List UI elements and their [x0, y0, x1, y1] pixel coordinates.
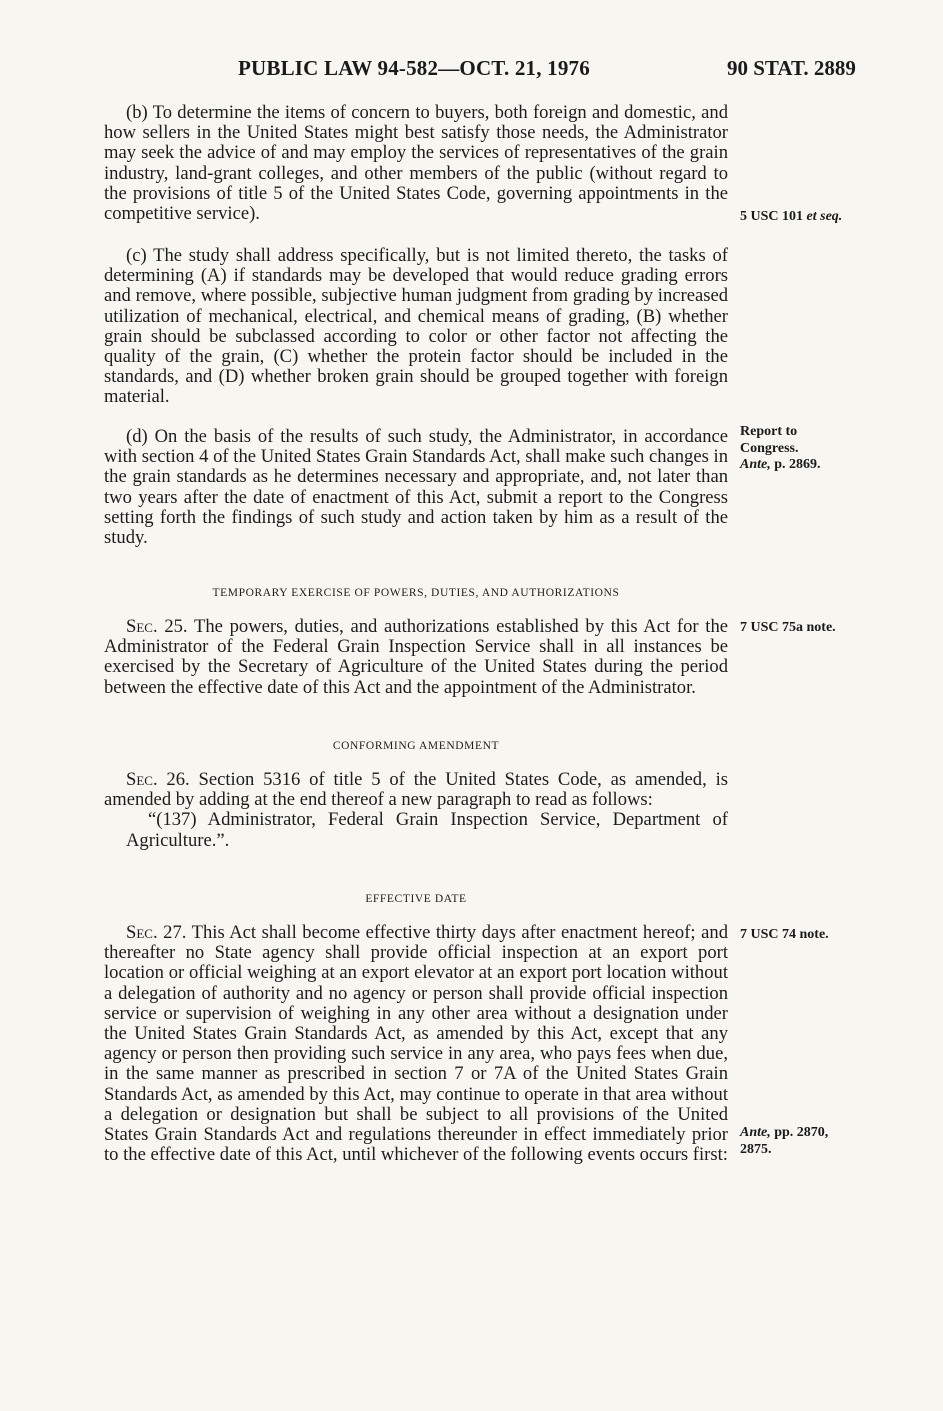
section-25-block — [104, 617, 728, 698]
margin-note-7-usc-75a-main: 7 USC 75a — [740, 620, 804, 635]
page-header-stat: 90 STAT. 2889 — [727, 56, 856, 80]
section-25-label: Sec. 25. — [126, 616, 188, 637]
section-25-paragraph — [104, 617, 728, 698]
section-26-label: Sec. 26. — [126, 769, 190, 790]
margin-note-ante-2870-rest: pp. 2870, — [774, 1125, 829, 1140]
margin-note-5-usc-101 — [740, 209, 870, 226]
margin-note-ante-2869-prefix: Ante, — [740, 457, 771, 472]
section-25-text: The powers, duties, and authorizations established by this Act for the Administrator of the Federal Grain Inspection Service shall in all instances be exercised by the Secretary of Agriculture of the United States during the period between the effective date of this Act and the appointment of the Administrator. — [104, 616, 729, 698]
margin-note-5-usc-101-suffix: et seq. — [806, 209, 843, 224]
section-27-heading: EFFECTIVE DATE — [365, 893, 467, 905]
section-27-label: Sec. 27. — [126, 922, 187, 943]
paragraph-b-block — [104, 103, 728, 224]
section-25-heading: TEMPORARY EXERCISE OF POWERS, DUTIES, AND AUTHORIZATIONS — [212, 587, 620, 599]
section-26-quote: “(137) Administrator, Federal Grain Inspection Service, Department of Agriculture.”. — [126, 809, 728, 851]
section-27-block — [104, 923, 728, 1165]
paragraph-c-block — [104, 246, 728, 408]
margin-note-7-usc-75a — [740, 620, 870, 637]
margin-note-ante-2870-line-2: 2875. — [740, 1141, 772, 1157]
paragraph-c: (c) The study shall address specifically, but is not limited thereto, the tasks of determining (A) if standards may be developed that would reduce grading errors and remove, where possible, subjective human judgment from grading by increased utilization of mechanical, electrical, and chemical means of grading, (B) whether grain should be subclassed according to color or other factor not affecting the quality of the grain, (C) whether the protein factor should be included in the standards, and (D) whether broken grain should be grouped together with foreign material. — [104, 245, 728, 408]
paragraph-b: (b) To determine the items of concern to buyers, both foreign and domestic, and how sellers in the United States might best satisfy those needs, the Administrator may seek the advice of and may employ the services of representatives of the grain industry, land-grant colleges, and other members of the public (without regard to the provisions of title 5 of the United States Code, governing appointments in the competitive service). — [104, 102, 728, 225]
margin-note-ante-2869 — [740, 457, 870, 474]
section-26-heading: CONFORMING AMENDMENT — [332, 740, 500, 752]
margin-note-ante-2870-line-1 — [740, 1125, 870, 1142]
margin-note-report-line-1: Report to — [740, 424, 798, 439]
margin-note-ante-2870-prefix: Ante, — [740, 1125, 771, 1140]
margin-note-ante-2870 — [740, 1125, 870, 1158]
margin-note-5-usc-101-main: 5 USC 101 — [740, 209, 804, 224]
margin-note-7-usc-74 — [740, 927, 870, 944]
section-27-text: This Act shall become effective thirty days after enactment hereof; and thereafter no State agency shall provide official inspection at an export port location or official weighing at an export elevator at an export port location without a delegation of authority and no agency or person shall provide official inspection service or supervision of weighing in any other area without a designation under the United States Grain Standards Act, as amended by this Act, except that any agency or person then providing such service in any area, who pays fees when due, in the same manner as prescribed in section 7 or 7A of the United States Grain Standards Act, as amended by this Act, may continue to operate in that area without a delegation or designation but shall be subject to all provisions of the United States Grain Standards Act and regulations thereunder in effect immediately prior to the effective date of this Act, until whichever of the following events occurs first: — [104, 922, 728, 1166]
margin-note-7-usc-74-main: 7 USC 74 — [740, 927, 797, 942]
margin-note-7-usc-75a-suffix: note. — [806, 620, 836, 635]
section-26-text: Section 5316 of title 5 of the United States Code, as amended, is amended by adding at the end thereof a new paragraph to read as follows: — [104, 769, 728, 811]
section-26-paragraph — [104, 770, 728, 810]
margin-note-ante-2869-rest: p. 2869. — [774, 457, 821, 472]
margin-note-report-to-congress — [740, 424, 870, 474]
paragraph-d: (d) On the basis of the results of such study, the Administrator, in accordance with section 4 of the United States Grain Standards Act, shall make such changes in the grain standards as he determines necessary and appropriate, and, not later than two years after the date of enactment of this Act, submit a report to the Congress setting forth the findings of such study and action taken by him as a result of the study. — [104, 426, 728, 549]
margin-note-report-line-2: Congress. — [740, 440, 799, 456]
paragraph-d-block — [104, 427, 728, 548]
section-26-block — [104, 770, 728, 851]
margin-note-7-usc-74-suffix: note. — [799, 927, 829, 942]
page-header-title: PUBLIC LAW 94-582—OCT. 21, 1976 — [238, 56, 590, 80]
section-27-paragraph — [104, 923, 728, 1165]
